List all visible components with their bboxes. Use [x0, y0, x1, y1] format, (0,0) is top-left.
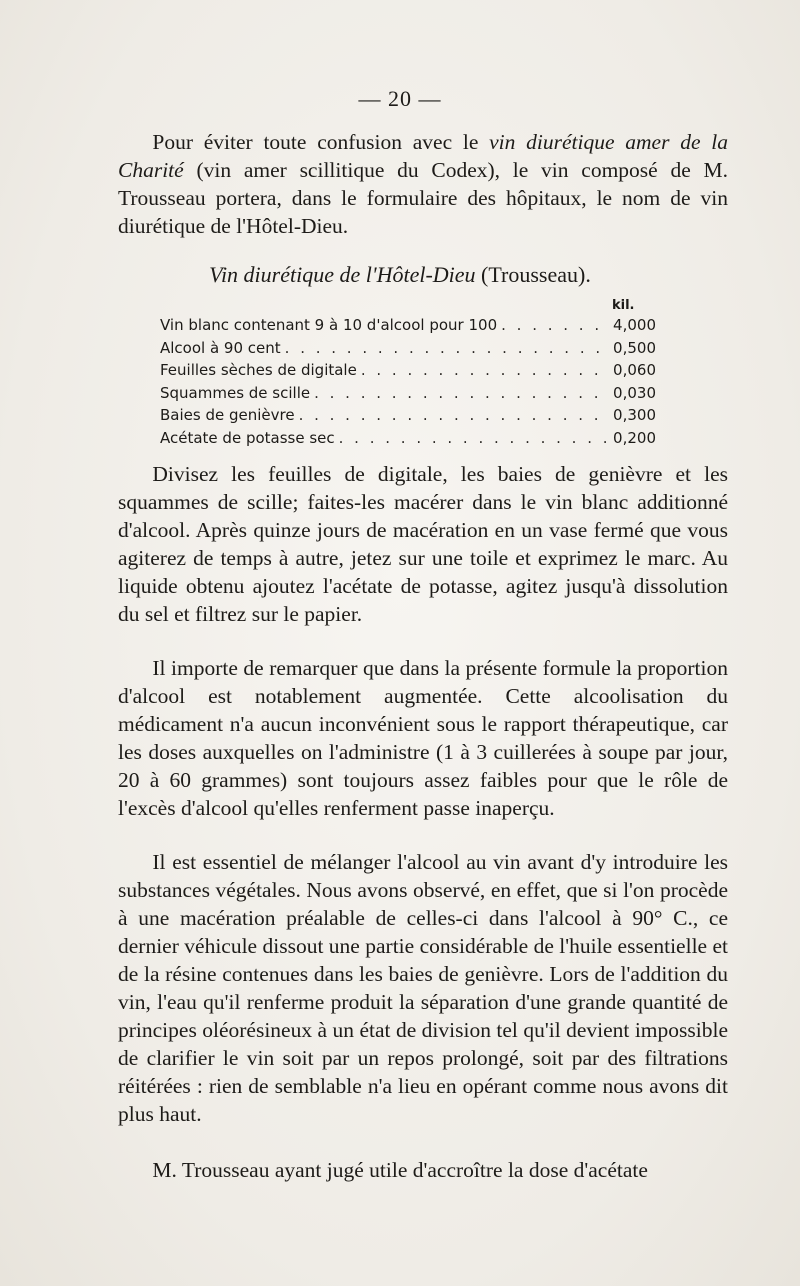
ingredient-quantity: 0,030: [613, 383, 656, 402]
ingredient-row: [160, 339, 656, 362]
unit-header: kil.: [612, 298, 635, 313]
dot-leader: [497, 316, 606, 334]
ingredient-name: Acétate de potasse sec: [160, 428, 335, 447]
ingredient-row: [160, 316, 656, 339]
dot-leader: [310, 384, 606, 402]
ingredient-row: [160, 429, 656, 452]
intro-paragraph: [118, 128, 728, 240]
ingredient-quantity: 0,300: [613, 406, 656, 424]
ingredient-name: Baies de genièvre: [160, 406, 295, 424]
recipe-title: [0, 262, 800, 288]
dot-leader: [295, 406, 606, 424]
recipe-title-italic: Vin diurétique de l'Hôtel-Dieu: [209, 262, 476, 287]
paragraph-alcohol-proportion: Il importe de remarquer que dans la présente formule la proportion d'alcool est notablement augmentée. Cette alcoolisation du médicament n'a aucun inconvénient sous le rapport thérapeutique, car les doses auxquelles on l'administre (1 à 3 cuillerées à soupe par jour, 20 à 60 grammes) sont toujours assez faibles pour que le rôle de l'excès d'alcool qu'elles renferment passe inaperçu.: [118, 656, 728, 820]
paragraph-preparation: Divisez les feuilles de digitale, les baies de genièvre et les squammes de scille; faites-les macérer dans le vin blanc additionné d'alcool. Après quinze jours de macération en un vase fermé que vous agiterez de temps à autre, jetez sur une toile et exprimez le marc. Au liquide obtenu ajoutez l'acétate de potasse, agitez jusqu'à dissolution du sel et filtrez sur le papier.: [118, 462, 728, 626]
ingredient-quantity: 0,500: [613, 338, 656, 357]
ingredient-quantity: 0,060: [613, 361, 656, 379]
ingredient-row: [160, 406, 656, 429]
paragraph-trousseau-dose: M. Trousseau ayant jugé utile d'accroître la dose d'acétate: [152, 1158, 648, 1182]
intro-text-after: (vin amer scillitique du Codex), le vin composé de M. Trousseau portera, dans le formulaire des hôpitaux, le nom de vin diurétique de l'Hôtel-Dieu.: [118, 158, 728, 238]
ingredient-name: Squammes de scille: [160, 383, 311, 402]
dot-leader: [281, 339, 606, 357]
ingredient-name: Feuilles sèches de digitale: [160, 361, 357, 379]
dot-leader: [357, 361, 606, 379]
paragraph-mixing-order: Il est essentiel de mélanger l'alcool au vin avant d'y introduire les substances végétales. Nous avons observé, en effet, que si l'on procède à une macération préalable de celles-ci dans l'alcool à 90° C., ce dernier véhicule dissout une partie considérable de l'huile essentielle et de la résine contenues dans les baies de genièvre. Lors de l'addition du vin, l'eau qu'il renferme produit la séparation d'une grande quantité de principes oléorésineux à un état de division tel qu'il devient impossible de clarifier le vin soit par un repos prolongé, soit par des filtrations réitérées : rien de semblable n'a lieu en opérant comme nous avons dit plus haut.: [118, 850, 728, 1126]
ingredient-quantity: 4,000: [613, 316, 656, 334]
page-number: — 20 —: [358, 86, 442, 111]
recipe-title-author: (Trousseau).: [475, 262, 591, 287]
ingredient-name: Alcool à 90 cent: [160, 338, 281, 357]
ingredient-list: [160, 316, 656, 451]
intro-italic-title: vin diurétique amer de la Charité: [118, 130, 728, 182]
intro-text-before: Pour éviter toute confusion avec le: [152, 130, 490, 154]
dot-leader: [335, 429, 606, 447]
ingredient-quantity: 0,200: [613, 428, 656, 447]
ingredient-row: [160, 361, 656, 384]
ingredient-row: [160, 384, 656, 407]
ingredient-name: Vin blanc contenant 9 à 10 d'alcool pour 100: [160, 316, 498, 334]
